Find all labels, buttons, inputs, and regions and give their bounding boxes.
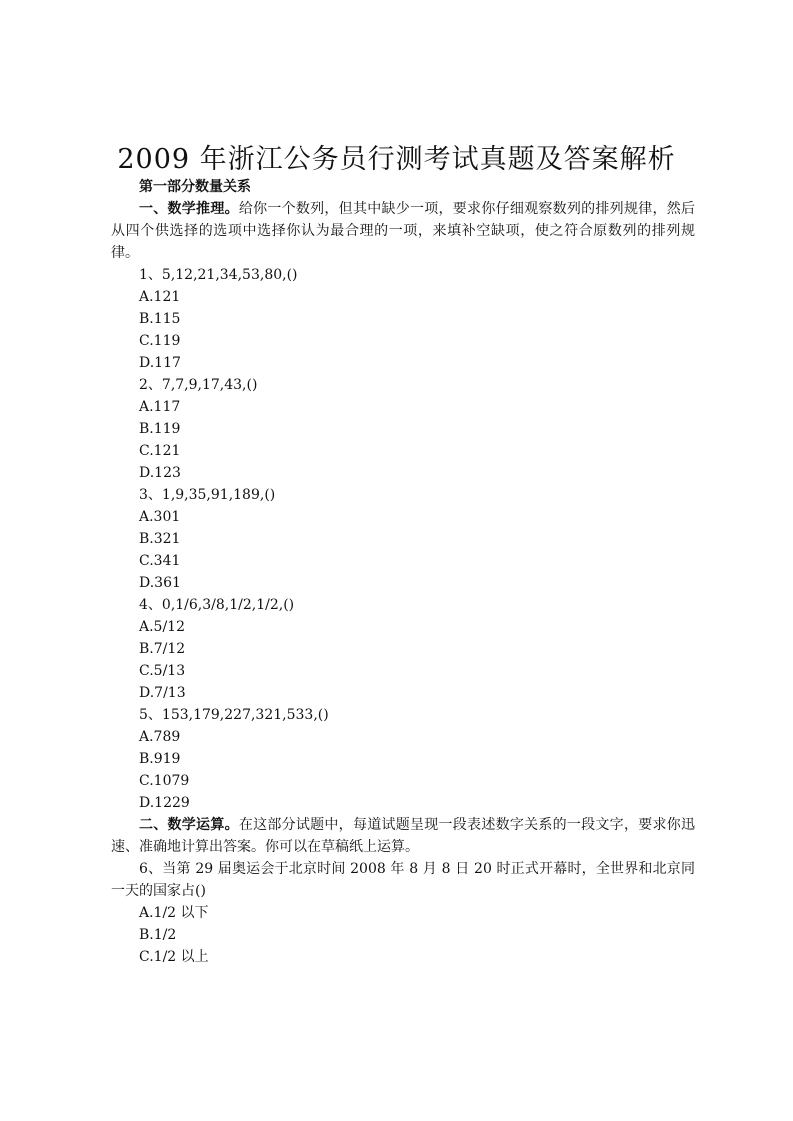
option-c: C.119 bbox=[139, 333, 181, 349]
question-stem: 5、153,179,227,321,533,() bbox=[139, 707, 329, 723]
option-b: B.119 bbox=[139, 421, 181, 437]
option-d: D.117 bbox=[139, 355, 181, 371]
option-a: A.121 bbox=[139, 289, 181, 305]
option-a: A.301 bbox=[139, 509, 181, 525]
option-d: D.361 bbox=[139, 575, 181, 591]
option-c: C.1079 bbox=[139, 773, 190, 789]
option-a: A.5/12 bbox=[139, 619, 185, 635]
section1-paragraph bbox=[111, 198, 695, 264]
option-c: C.341 bbox=[139, 553, 181, 569]
question-stem: 1、5,12,21,34,53,80,() bbox=[139, 267, 298, 283]
option-a: A.789 bbox=[139, 729, 181, 745]
question-3 bbox=[111, 484, 695, 594]
section2-heading: 二、数学运算。 bbox=[139, 817, 239, 833]
question-stem: 3、1,9,35,91,189,() bbox=[139, 487, 276, 503]
section1-heading: 一、数学推理。 bbox=[139, 201, 239, 217]
option-b: B.321 bbox=[139, 531, 181, 547]
option-b: B.7/12 bbox=[139, 641, 186, 657]
option-a: A.117 bbox=[139, 399, 181, 415]
question-stem: 2、7,7,9,17,43,() bbox=[139, 377, 258, 393]
question-stem: 4、0,1/6,3/8,1/2,1/2,() bbox=[139, 597, 295, 613]
option-b: B.919 bbox=[139, 751, 181, 767]
question-stem: 6、当第 29 届奥运会于北京时间 2008 年 8 月 8 日 20 时正式开幕时，全世界和北京同一天的国家占() bbox=[111, 861, 695, 899]
option-d: D.123 bbox=[139, 465, 181, 481]
part-heading: 第一部分数量关系 bbox=[139, 179, 251, 195]
question-1 bbox=[111, 264, 695, 374]
option-c: C.5/13 bbox=[139, 663, 186, 679]
option-b: B.115 bbox=[139, 311, 181, 327]
option-c: C.121 bbox=[139, 443, 181, 459]
section2-text: 在这部分试题中，每道试题呈现一段表述数字关系的一段文字，要求你迅速、准确地计算出答案。你可以在草稿纸上运算。 bbox=[111, 817, 695, 855]
document-title: 2009 年浙江公务员行测考试真题及答案解析 bbox=[117, 144, 676, 175]
question-2 bbox=[111, 374, 695, 484]
option-b: B.1/2 bbox=[139, 927, 177, 943]
option-d: D.1229 bbox=[139, 795, 190, 811]
option-d: D.7/13 bbox=[139, 685, 186, 701]
document-body bbox=[111, 176, 695, 968]
option-a: A.1/2 以下 bbox=[139, 905, 209, 921]
question-6 bbox=[111, 858, 695, 968]
section2-paragraph bbox=[111, 814, 695, 858]
question-4 bbox=[111, 594, 695, 704]
option-c: C.1/2 以上 bbox=[139, 949, 209, 965]
section1-text: 给你一个数列，但其中缺少一项，要求你仔细观察数列的排列规律，然后从四个供选择的选项中选择你认为最合理的一项，来填补空缺项，使之符合原数列的排列规律。 bbox=[111, 201, 695, 261]
question-5 bbox=[111, 704, 695, 814]
